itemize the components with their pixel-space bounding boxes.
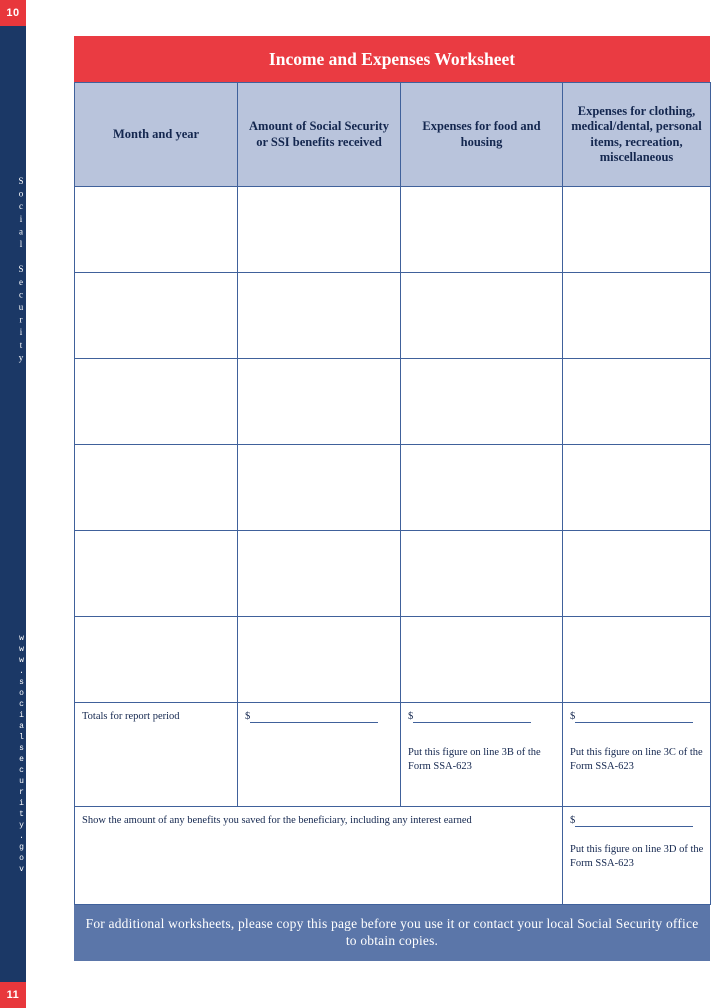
- cell-food-housing[interactable]: [401, 531, 563, 617]
- column-header-food-housing: Expenses for food and housing: [401, 83, 563, 187]
- fill-in-line[interactable]: [575, 711, 693, 723]
- cell-month-year[interactable]: [75, 273, 238, 359]
- sidebar-agency-label: Social Security: [16, 175, 26, 365]
- dollar-prefix: $: [245, 711, 251, 722]
- table-row[interactable]: [75, 273, 711, 359]
- totals-clothing-cell[interactable]: [563, 703, 711, 807]
- cell-month-year[interactable]: [75, 617, 238, 703]
- cell-clothing-misc[interactable]: [563, 359, 711, 445]
- table-row[interactable]: [75, 531, 711, 617]
- totals-row: [75, 703, 711, 807]
- worksheet-title: Income and Expenses Worksheet: [74, 36, 710, 82]
- cell-benefits-received[interactable]: [238, 531, 401, 617]
- totals-food-cell[interactable]: [401, 703, 563, 807]
- cell-food-housing[interactable]: [401, 617, 563, 703]
- saved-benefits-label-cell: [75, 807, 563, 905]
- dollar-prefix: $: [570, 815, 576, 826]
- sidebar-website-label: www.socialsecurity.gov: [17, 634, 26, 876]
- cell-food-housing[interactable]: [401, 359, 563, 445]
- cell-month-year[interactable]: [75, 359, 238, 445]
- totals-label: Totals for report period: [82, 711, 180, 722]
- dollar-prefix: $: [408, 711, 414, 722]
- cell-benefits-received[interactable]: [238, 617, 401, 703]
- table-row[interactable]: [75, 445, 711, 531]
- cell-food-housing[interactable]: [401, 187, 563, 273]
- cell-clothing-misc[interactable]: [563, 531, 711, 617]
- saved-benefits-row: [75, 807, 711, 905]
- cell-month-year[interactable]: [75, 531, 238, 617]
- saved-benefits-amount-cell[interactable]: [563, 807, 711, 905]
- column-header-month-year: Month and year: [75, 83, 238, 187]
- table-row[interactable]: [75, 617, 711, 703]
- cell-clothing-misc[interactable]: [563, 445, 711, 531]
- saved-benefits-note: Put this figure on line 3D of the Form SSA-623: [570, 844, 704, 869]
- cell-benefits-received[interactable]: [238, 187, 401, 273]
- cell-clothing-misc[interactable]: [563, 617, 711, 703]
- worksheet-footer: For additional worksheets, please copy this page before you use it or contact your local Social Security office to obtain copies.: [74, 905, 710, 961]
- worksheet-table: [74, 82, 711, 905]
- totals-food-note: Put this figure on line 3B of the Form SSA-623: [408, 747, 541, 772]
- cell-benefits-received[interactable]: [238, 359, 401, 445]
- cell-benefits-received[interactable]: [238, 445, 401, 531]
- table-header-row: [75, 83, 711, 187]
- totals-benefits-cell[interactable]: [238, 703, 401, 807]
- totals-label-cell: [75, 703, 238, 807]
- cell-food-housing[interactable]: [401, 273, 563, 359]
- fill-in-line[interactable]: [413, 711, 531, 723]
- table-row[interactable]: [75, 359, 711, 445]
- cell-month-year[interactable]: [75, 187, 238, 273]
- page-number-top: 10: [0, 0, 26, 26]
- totals-clothing-note: Put this figure on line 3C of the Form SSA-623: [570, 747, 703, 772]
- page-number-bottom: 11: [0, 982, 26, 1008]
- sidebar: [0, 0, 26, 1008]
- fill-in-line[interactable]: [575, 815, 693, 827]
- cell-clothing-misc[interactable]: [563, 273, 711, 359]
- cell-food-housing[interactable]: [401, 445, 563, 531]
- cell-benefits-received[interactable]: [238, 273, 401, 359]
- fill-in-line[interactable]: [250, 711, 378, 723]
- column-header-clothing-misc: Expenses for clothing, medical/dental, personal items, recreation, miscellaneous: [563, 83, 711, 187]
- cell-clothing-misc[interactable]: [563, 187, 711, 273]
- dollar-prefix: $: [570, 711, 576, 722]
- saved-benefits-label: Show the amount of any benefits you saved for the beneficiary, including any interest earned: [82, 815, 472, 826]
- cell-month-year[interactable]: [75, 445, 238, 531]
- table-row[interactable]: [75, 187, 711, 273]
- income-expenses-worksheet: [74, 36, 710, 961]
- column-header-benefits-received: Amount of Social Security or SSI benefits received: [238, 83, 401, 187]
